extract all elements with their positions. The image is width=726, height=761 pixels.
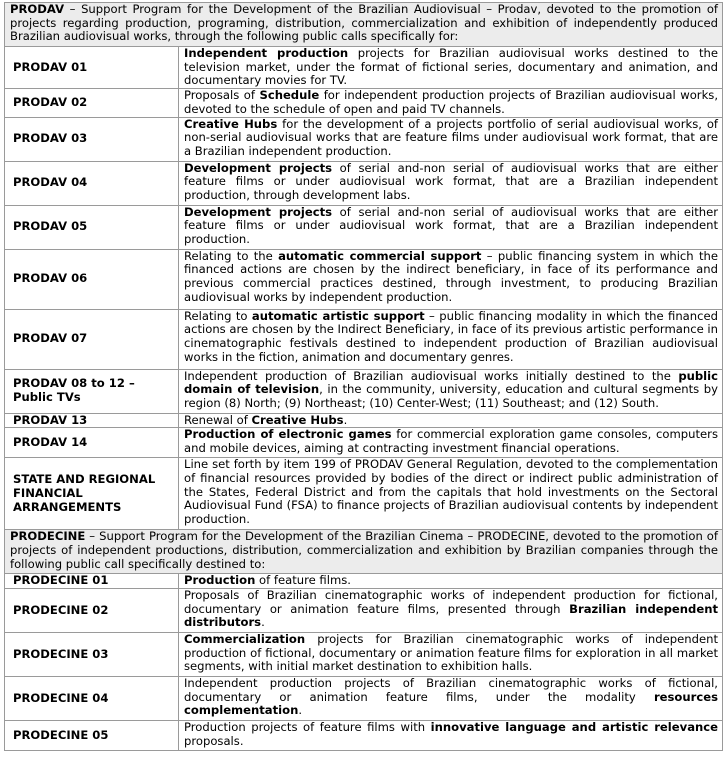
program-row (5, 458, 723, 530)
program-label: PRODAV 06 (5, 249, 179, 309)
description-text: Line set forth by item 199 of PRODAV General Regulation, devoted to the complementation of financial resources provided by bodies of the direct or indirect public administration of the States, Federal District and from the capitals that hold investments on the Sectoral Audiovisual Fund (FSA) to finance projects of Brazilian audiovisual contents by independent production. (184, 457, 718, 527)
description-text: . (261, 615, 265, 630)
program-label: PRODAV 14 (5, 428, 179, 458)
description-text: of serial and-non serial of audiovisual works that are either feature films or under audiovisual work format, that are a Brazilian independent production, through development labs. (184, 160, 718, 202)
description-text: projects for Brazilian cinematographic works of independent production of fictional, documentary or animation feature films for exploration in all market segments, with initial market destination to exhibition halls. (184, 631, 718, 674)
description-text: Relating to the (184, 248, 279, 263)
program-label: PRODAV 01 (5, 47, 179, 89)
section-heading-text: – Support Program for the Development of the Brazilian Audiovisual – Prodav, devoted to the promotion of projects regarding production, programing, distribution, commercialization and exhibition of independently produced Brazilian audiovisual works, through the following public calls specifically for: (10, 2, 718, 44)
program-description (179, 309, 723, 369)
description-text: projects for Brazilian audiovisual works destined to the television market, under the format of fictional series, documentary and animation, and documentary movies for TV. (184, 46, 718, 88)
program-label: PRODAV 04 (5, 161, 179, 205)
program-row (5, 413, 723, 428)
description-text: Proposals of (184, 88, 260, 103)
section-heading-label: PRODECINE (10, 529, 86, 544)
description-highlight: Creative Hubs (251, 412, 344, 427)
program-row (5, 574, 723, 589)
section-heading (5, 3, 723, 47)
program-description (179, 47, 723, 89)
program-row (5, 161, 723, 205)
program-description (179, 720, 723, 750)
description-text: proposals. (184, 733, 244, 748)
program-description (179, 413, 723, 428)
program-description (179, 632, 723, 676)
description-highlight: innovative language and artistic relevance (430, 719, 719, 734)
description-highlight: resources complementation (184, 689, 718, 718)
program-row (5, 47, 723, 89)
program-label: PRODECINE 05 (5, 720, 179, 750)
program-label: PRODECINE 02 (5, 588, 179, 632)
program-description (179, 205, 723, 249)
description-text: Relating to (184, 308, 252, 323)
program-label: PRODAV 02 (5, 89, 179, 117)
program-description (179, 428, 723, 458)
description-text: Renewal of (184, 412, 252, 427)
program-label: PRODAV 07 (5, 309, 179, 369)
description-text: Production projects of feature films with (184, 719, 431, 734)
description-highlight: Schedule (259, 88, 320, 103)
description-highlight: Development projects (184, 204, 333, 219)
program-description (179, 161, 723, 205)
section-heading-row (5, 3, 723, 47)
programs-table-body (5, 3, 723, 751)
program-label: PRODAV 13 (5, 413, 179, 428)
program-row (5, 588, 723, 632)
program-label: PRODECINE 03 (5, 632, 179, 676)
program-description (179, 588, 723, 632)
description-highlight: Brazilian independent distributors (184, 601, 718, 630)
program-row (5, 309, 723, 369)
section-heading-row (5, 530, 723, 574)
description-highlight: automatic commercial support (278, 248, 482, 263)
program-description (179, 249, 723, 309)
description-text: of serial and-non serial of audiovisual works that are either feature films or under audiovisual work format, that are a Brazilian independent production. (184, 204, 718, 246)
program-row (5, 249, 723, 309)
program-label: STATE AND REGIONAL FINANCIAL ARRANGEMENTS (5, 458, 179, 530)
program-description (179, 369, 723, 413)
description-highlight: Independent production (184, 46, 349, 60)
description-text: Independent production projects of Brazilian cinematographic works of fictional, documentary or animation feature films, under the modality (184, 675, 718, 704)
description-highlight: public domain of television (184, 368, 718, 397)
program-row (5, 720, 723, 750)
description-highlight: Development projects (184, 160, 333, 175)
program-description (179, 117, 723, 161)
description-text: . (298, 703, 303, 718)
section-heading-label: PRODAV (10, 2, 65, 16)
program-label: PRODAV 08 to 12 – Public TVs (5, 369, 179, 413)
program-label: PRODAV 05 (5, 205, 179, 249)
description-text: for independent production projects of Brazilian audiovisual works, devoted to the schedule of open and paid TV channels. (184, 88, 719, 116)
program-label: PRODAV 03 (5, 117, 179, 161)
description-text: for the development of a projects portfolio of serial audiovisual works, of non-serial audiovisual works that are feature films under audiovisual work format, that are a Brazilian independent production. (184, 116, 719, 158)
program-description (179, 676, 723, 720)
description-text: , in the community, university, education and cultural segments by region (8) North; (9) Northeast; (10) Center-West; (11) Southeast; and (12) South. (184, 382, 718, 410)
section-heading (5, 530, 723, 574)
program-description (179, 458, 723, 530)
program-label: PRODECINE 01 (5, 574, 179, 589)
description-text: – public financing modality in which the financed actions are chosen by the Indirect Beneficiary, in face of its previous artistic performance in cinematographic festivals destined to independent production of Brazilian audiovisual works in the fiction, animation and documentary genres. (184, 308, 718, 364)
description-highlight: automatic artistic support (251, 308, 425, 323)
description-highlight: Production of electronic games (184, 427, 392, 442)
description-text: . (343, 412, 348, 427)
program-row (5, 369, 723, 413)
description-text: Independent production of Brazilian audiovisual works initially destined to the (184, 368, 679, 383)
program-label: PRODECINE 04 (5, 676, 179, 720)
description-highlight: Creative Hubs (184, 116, 278, 131)
program-row (5, 89, 723, 117)
description-highlight: Production (184, 573, 256, 588)
program-description (179, 89, 723, 117)
program-row (5, 428, 723, 458)
description-highlight: Commercialization (184, 631, 306, 646)
description-text: – public financing system in which the financed actions are chosen by the indirect beneficiary, in face of its performance and previous commercial practices destined, through investment, to producing Brazilian audiovisual works by independent production. (184, 248, 718, 304)
description-text: for commercial exploration game consoles, computers and mobile devices, aiming at contracting investment financial operations. (184, 427, 718, 455)
program-row (5, 632, 723, 676)
description-text: Proposals of Brazilian cinematographic works of independent production for fictional, documentary or animation feature films, presented through (184, 587, 718, 616)
program-row (5, 205, 723, 249)
program-row (5, 117, 723, 161)
program-row (5, 676, 723, 720)
programs-table (4, 2, 723, 751)
program-description (179, 574, 723, 589)
description-text: of feature films. (255, 573, 351, 588)
section-heading-text: – Support Program for the Development of the Brazilian Cinema – PRODECINE, devoted to the promotion of projects of independent productions, distribution, commercialization and exhibition by Brazilian companies through the following public call specifically destined to: (10, 529, 718, 571)
